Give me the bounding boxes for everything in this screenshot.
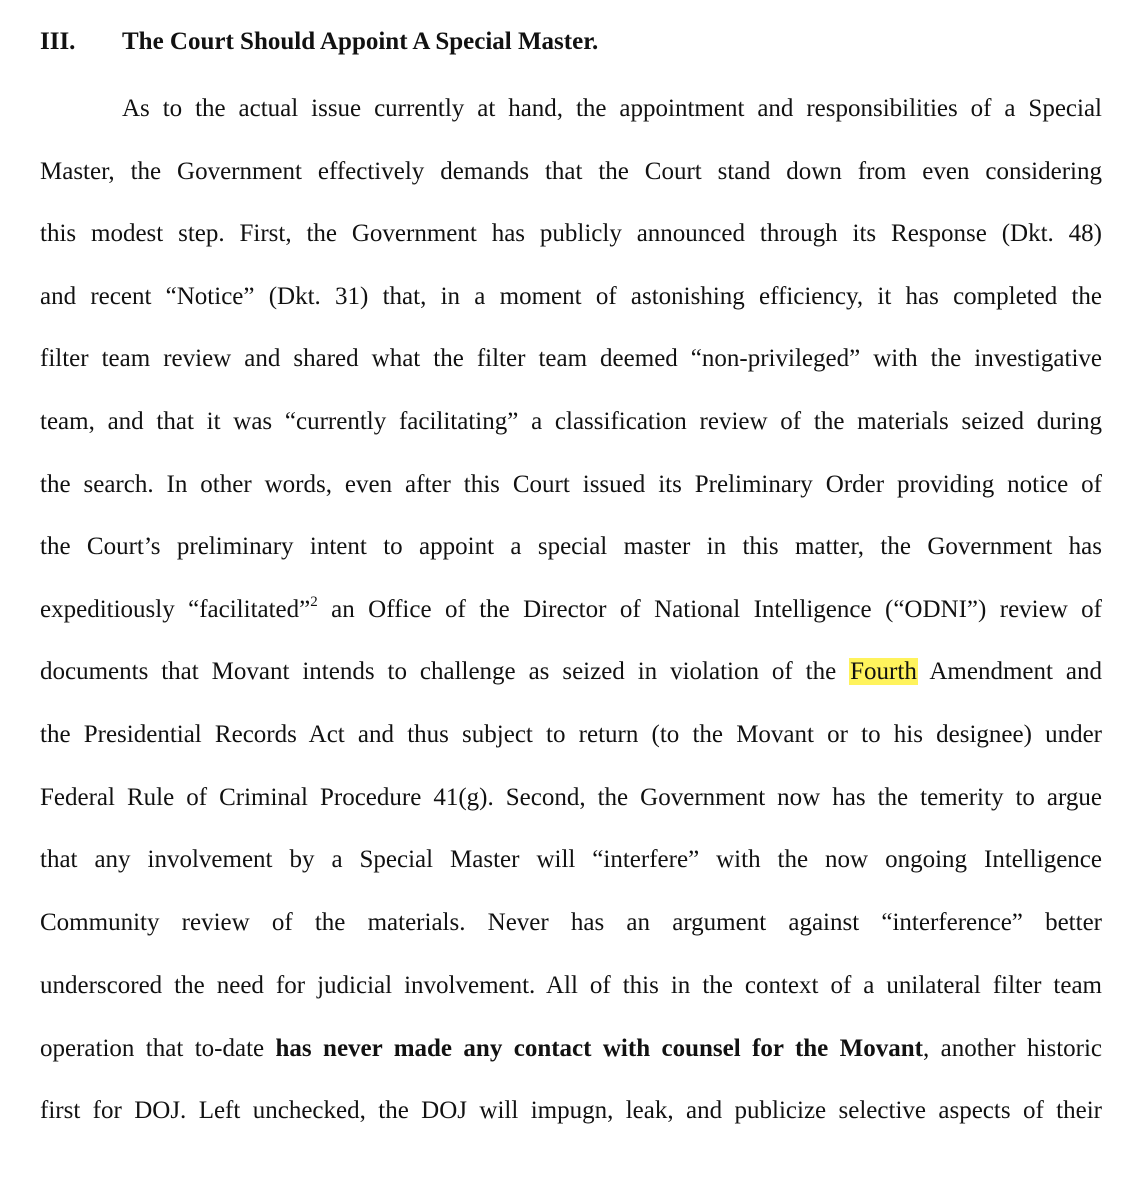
highlighted-word: Fourth bbox=[850, 658, 917, 685]
paragraph-line: the Court’s preliminary intent to appoint a special master in this matter, the Government has bbox=[40, 533, 1102, 560]
line-text: an Office of the Director of National Intelligence (“ODNI”) review of bbox=[317, 596, 1102, 623]
paragraph-line: the search. In other words, even after this Court issued its Preliminary Order providing notice of bbox=[40, 471, 1102, 498]
paragraph-line: As to the actual issue currently at hand, the appointment and responsibilities of a Special bbox=[122, 95, 1102, 122]
paragraph-line: Community review of the materials. Never has an argument against “interference” better bbox=[40, 909, 1102, 936]
line-text: operation that to-date bbox=[40, 1035, 276, 1062]
paragraph-line: the Presidential Records Act and thus subject to return (to the Movant or to his designee) under bbox=[40, 721, 1102, 748]
paragraph-line: team, and that it was “currently facilitating” a classification review of the materials seized during bbox=[40, 408, 1102, 435]
paragraph-line: Federal Rule of Criminal Procedure 41(g). Second, the Government now has the temerity to argue bbox=[40, 784, 1102, 811]
section-heading bbox=[40, 28, 598, 56]
paragraph-line-with-footnote bbox=[40, 595, 1102, 625]
section-title: The Court Should Appoint A Special Master. bbox=[122, 28, 599, 55]
paragraph-line: and recent “Notice” (Dkt. 31) that, in a moment of astonishing efficiency, it has completed the bbox=[40, 283, 1102, 310]
line-text: Amendment and bbox=[917, 658, 1102, 685]
section-number: III. bbox=[40, 28, 76, 55]
line-text: documents that Movant intends to challenge as seized in violation of the bbox=[40, 658, 850, 685]
paragraph-line: that any involvement by a Special Master will “interfere” with the now ongoing Intelligence bbox=[40, 846, 1102, 873]
paragraph-line: Master, the Government effectively demands that the Court stand down from even considering bbox=[40, 158, 1102, 185]
line-text: expeditiously “facilitated” bbox=[40, 596, 311, 623]
paragraph-line: this modest step. First, the Government has publicly announced through its Response (Dkt. 48) bbox=[40, 220, 1102, 247]
bold-emphasis: has never made any contact with counsel for the Movant bbox=[275, 1035, 923, 1062]
paragraph-line-with-highlight bbox=[40, 657, 1102, 687]
paragraph-line: filter team review and shared what the filter team deemed “non-privileged” with the investigative bbox=[40, 345, 1102, 372]
footnote-marker[interactable]: 2 bbox=[310, 593, 318, 610]
paragraph-line-with-bold bbox=[40, 1034, 1102, 1064]
paragraph-line: underscored the need for judicial involvement. All of this in the context of a unilateral filter team bbox=[40, 972, 1102, 999]
paragraph-line: first for DOJ. Left unchecked, the DOJ will impugn, leak, and publicize selective aspects of their bbox=[40, 1097, 1102, 1124]
line-text: , another historic bbox=[923, 1035, 1103, 1062]
